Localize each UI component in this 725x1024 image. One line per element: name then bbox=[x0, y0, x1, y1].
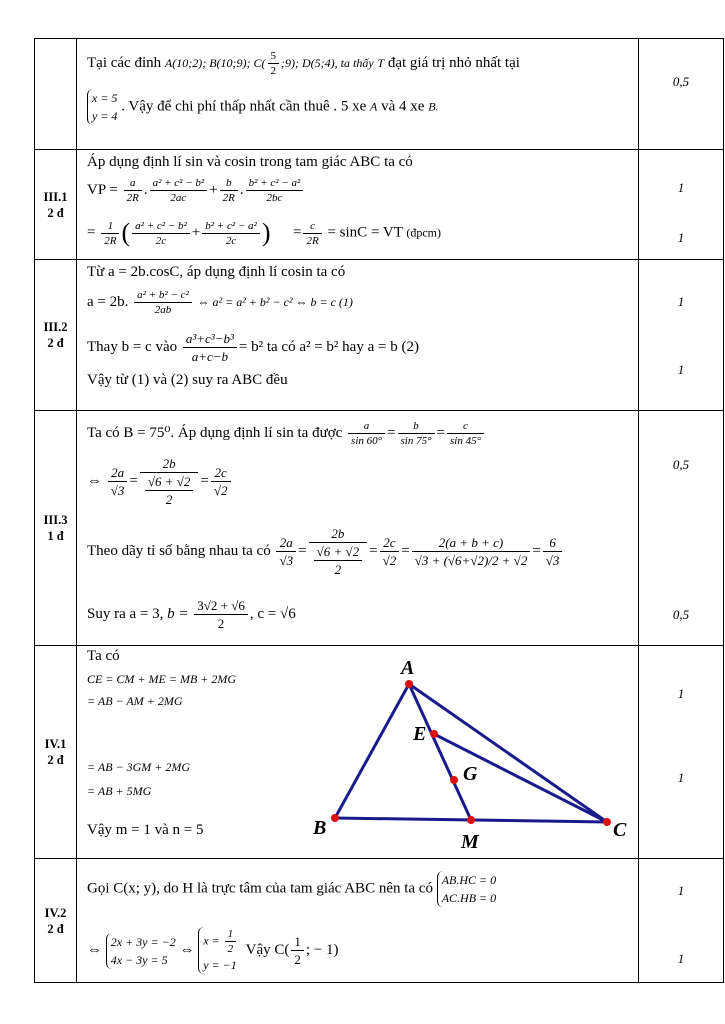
row-4 bbox=[35, 411, 724, 646]
text: Ta có bbox=[87, 648, 120, 664]
label-b: B bbox=[313, 817, 327, 839]
row-2 bbox=[35, 150, 724, 260]
math-var: T bbox=[377, 55, 385, 70]
row-2-label: III.1 2 đ bbox=[35, 150, 77, 260]
label-a: A bbox=[401, 657, 415, 679]
edge-ab bbox=[335, 684, 409, 818]
row-5-label: IV.1 2 đ bbox=[35, 646, 77, 859]
row-3-content: Từ a = 2b.cosC, áp dụng định lí cosin ta có a = 2b. $\frac{\text{a² + b² − c²}}{2ab}$ ⇔ a² = a² + b² − c² ⇔ b = c (1) Thay b = c vào $\frac{\text{a³+c³−b³}}{a+c-b}$ = b² ta có a² = b² hay a = b (2) Vậy từ (1) và (2) suy ra ABC đều bbox=[77, 260, 639, 411]
score: 1 bbox=[677, 951, 685, 966]
point-e bbox=[430, 730, 438, 738]
label-e: E bbox=[413, 723, 427, 745]
score: 1 bbox=[677, 770, 685, 785]
text: Từ a = 2b.cosC, áp dụng định lí cosin ta có bbox=[87, 264, 346, 280]
row-2-content: Áp dụng định lí sin và cosin trong tam giác ABC ta có VP = $\frac{a}{2R}$ . $\frac{\text{a² + c² − b²}}{2ac}$ + $\frac{b}{2R}$ . $\frac{\text{b² + c² − a²}}{2bc}$ = $\frac{1}{2R}$ ( $\frac{\text{a² + c² − b²}}{2c}$ + $\frac{\text{b² + c² − a²}}{2c}$ ) = $\frac{c}{2R}$ = sinC = VT (đpcm) bbox=[77, 150, 639, 260]
math-var: A bbox=[370, 99, 378, 114]
row-6-label: IV.2 2 đ bbox=[35, 859, 77, 983]
row-3 bbox=[35, 260, 724, 411]
point-g bbox=[450, 776, 458, 784]
fraction: $\frac{5}{2}$ bbox=[268, 49, 280, 78]
vector-line: = AB + 5MG bbox=[87, 784, 152, 798]
text: Vậy m = 1 và n = 5 bbox=[87, 822, 204, 838]
row-5 bbox=[35, 646, 724, 859]
text: và 4 xe bbox=[381, 98, 425, 115]
score: 0,5 bbox=[672, 607, 690, 622]
row-1-score bbox=[639, 39, 724, 150]
row-3-label: III.2 2 đ bbox=[35, 260, 77, 411]
row-4-score bbox=[639, 411, 724, 646]
text: đạt giá trị nhỏ nhất tại bbox=[387, 54, 520, 71]
math-var: B. bbox=[428, 99, 439, 114]
row-4-content: Ta có B = 75⁰. Áp dụng định lí sin ta được $\frac{a}{\sin 60^\circ}$ = $\frac{b}{\sin 75^\circ}$ = $\frac{c}{\sin 45^\circ}$ ⇔ $\frac{2a}{√3}$ = $\frac{2b}{\frac{√6 + √2}{2}}$ = $\frac{2c}{√2}$ Theo dãy tỉ số bằng nhau ta có $\frac{2a}{√3}$ = $\frac{2b}{\frac{√6 + √2}{2}}$ = $\frac{2c}{√2}$ = $\frac{2(a + b + c)}{√3 + (√6+√2)/2 + √2}$ = $\frac{6}{√3}$ Suy ra a = 3, b = $\frac{3√2 + √6}{2}$ , c = √6 bbox=[77, 411, 639, 646]
score: 1 bbox=[677, 686, 685, 701]
text: Áp dụng định lí sin và cosin trong tam giác ABC ta có bbox=[87, 154, 413, 170]
segment-ec bbox=[434, 734, 607, 822]
row-6 bbox=[35, 859, 724, 983]
point-b bbox=[331, 814, 339, 822]
score: 1 bbox=[677, 230, 685, 245]
vector-line: CE = CM + ME = MB + 2MG bbox=[87, 672, 237, 686]
score: 1 bbox=[677, 294, 685, 309]
row-1-content bbox=[77, 39, 639, 150]
text: . Vậy để chi phí thấp nhất cần thuê . 5 xe bbox=[121, 98, 367, 115]
score: 0,5 bbox=[672, 74, 690, 89]
system: x = 5 y = 4 bbox=[87, 89, 117, 125]
row-3-score bbox=[639, 260, 724, 411]
row-4-label: III.3 1 đ bbox=[35, 411, 77, 646]
row-6-score bbox=[639, 859, 724, 983]
row-1 bbox=[35, 39, 724, 150]
row-5-content bbox=[77, 646, 639, 859]
row-1-label bbox=[35, 39, 77, 150]
math-points: ;9); D(5;4), ta thấy bbox=[281, 55, 374, 70]
score: 1 bbox=[677, 180, 685, 195]
point-a bbox=[405, 680, 413, 688]
edge-ac bbox=[409, 684, 607, 822]
math-points: A(10;2); B(10;9); C( bbox=[164, 55, 266, 70]
triangle-figure bbox=[305, 646, 635, 858]
point-m bbox=[467, 816, 475, 824]
row-6-content: Gọi C(x; y), do H là trực tâm của tam giác ABC nên ta có AB.HC = 0 AC.HB = 0 ⇔ 2x + 3y = −2 4x − 3y = 5 ⇔ x = $\frac{1}{2}$ y = −1 Vậy C( $\frac{1}{2}$ ; − 1) bbox=[77, 859, 639, 983]
score: 0,5 bbox=[672, 457, 690, 472]
row-2-score bbox=[639, 150, 724, 260]
text: Vậy từ (1) và (2) suy ra ABC đều bbox=[87, 372, 288, 388]
point-c bbox=[603, 818, 611, 826]
label-c: C bbox=[613, 819, 627, 841]
label-m: M bbox=[461, 831, 479, 853]
answer-table bbox=[34, 38, 724, 983]
text: Tại các đỉnh bbox=[87, 54, 162, 71]
score: 1 bbox=[677, 362, 685, 377]
score: 1 bbox=[677, 883, 685, 898]
row-5-score bbox=[639, 646, 724, 859]
vector-line: = AB − 3GM + 2MG bbox=[87, 760, 191, 774]
label-g: G bbox=[463, 763, 478, 785]
vector-system: AB.HC = 0 AC.HB = 0 bbox=[437, 871, 496, 907]
vector-line: = AB − AM + 2MG bbox=[87, 694, 183, 708]
